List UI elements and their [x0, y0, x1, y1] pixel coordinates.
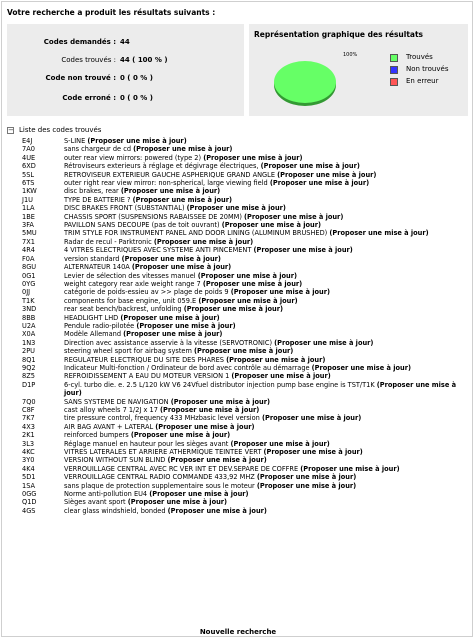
- option-code: 1BE: [22, 212, 35, 221]
- code-row: [22, 414, 468, 422]
- propose-update-link[interactable]: (Proposer une mise à jour): [132, 195, 232, 204]
- option-description: components for base engine, unit 059.E: [64, 296, 197, 305]
- code-row: [22, 221, 468, 229]
- option-description: version standard: [64, 254, 120, 263]
- code-row: [22, 330, 468, 338]
- option-description-block: [64, 238, 468, 246]
- code-row: [22, 347, 468, 355]
- propose-update-link[interactable]: (Proposer une mise à jour): [123, 330, 223, 339]
- propose-update-link[interactable]: (Proposer une mise à jour): [198, 296, 298, 305]
- propose-update-link[interactable]: (Proposer une mise à jour): [149, 490, 249, 499]
- option-code: 8BB: [22, 313, 36, 322]
- propose-update-link[interactable]: (Proposer une mise à jour): [231, 372, 331, 381]
- propose-update-link[interactable]: (Proposer une mise à jour): [244, 212, 344, 221]
- graph-title: Représentation graphique des résultats: [254, 30, 424, 39]
- option-code: 1SA: [22, 481, 36, 490]
- option-description: ALTERNATEUR 140A: [64, 263, 130, 272]
- option-code: 1LA: [22, 204, 35, 213]
- summary-box: [7, 24, 244, 116]
- propose-update-link[interactable]: (Proposer une mise à jour): [170, 397, 271, 406]
- option-description-block: [64, 456, 468, 464]
- propose-update-link[interactable]: (Proposer une mise à jour): [311, 363, 411, 372]
- option-description-block: [64, 272, 468, 280]
- propose-update-link[interactable]: (Proposer une mise à jour): [155, 422, 255, 431]
- code-row: [22, 456, 468, 464]
- option-code: 4X3: [22, 422, 35, 431]
- option-code: 0GG: [22, 490, 37, 499]
- legend-label-found: Trouvés: [406, 53, 433, 61]
- option-code: 5MU: [22, 229, 37, 238]
- option-code: 4GS: [22, 506, 36, 515]
- code-list: [22, 137, 468, 515]
- new-search-link[interactable]: Nouvelle recherche: [199, 628, 277, 636]
- option-code: 3ND: [22, 305, 37, 314]
- legend-item-error: [390, 77, 470, 89]
- propose-update-link[interactable]: (Proposer une mise à jour): [260, 162, 360, 171]
- option-description: weight category rear axle weight range 7: [64, 279, 201, 288]
- code-row: [22, 406, 468, 414]
- option-description: clear glass windshield, bonded: [64, 506, 166, 515]
- option-code: 0JJ: [22, 288, 31, 297]
- stat-error-value: 0 ( 0 % ): [120, 94, 153, 102]
- propose-update-link[interactable]: (Proposer une mise à jour): [202, 279, 303, 288]
- propose-update-link[interactable]: (Proposer une mise à jour): [263, 448, 363, 457]
- option-code: 1KW: [22, 187, 37, 196]
- code-row: [22, 280, 468, 288]
- option-description: catégorie de poids-essieu av >> plage de poids 9: [64, 288, 229, 297]
- option-code: 4R4: [22, 246, 35, 255]
- option-code: 1N3: [22, 338, 36, 347]
- option-description: SANS SYSTEME DE NAVIGATION: [64, 397, 169, 406]
- option-description-block: [64, 406, 468, 414]
- code-row: [22, 482, 468, 490]
- option-code: F0A: [22, 254, 35, 263]
- code-row: [22, 187, 468, 195]
- code-row: [22, 465, 468, 473]
- propose-update-link[interactable]: (Proposer une mise à jour): [226, 355, 326, 364]
- propose-update-link[interactable]: (Proposer une mise à jour): [256, 473, 357, 482]
- pie-percentage-label: 100%: [343, 52, 358, 58]
- option-code: 4UE: [22, 153, 36, 162]
- code-row: [22, 305, 468, 313]
- option-code: C8F: [22, 406, 35, 414]
- option-description: Pendule radio-pilotée: [64, 321, 135, 330]
- option-code: 2PU: [22, 347, 35, 356]
- option-description: PAVILLON SANS DECOUPE (pas de toit ouvrant): [64, 221, 220, 230]
- option-description: disc brakes, rear: [64, 187, 119, 196]
- propose-update-link[interactable]: (Proposer une mise à jour): [130, 431, 231, 440]
- propose-update-link[interactable]: (Proposer une mise à jour): [183, 305, 283, 314]
- option-description: REGULATEUR ELECTRIQUE DU SITE DES PHARES: [64, 355, 224, 364]
- propose-update-link[interactable]: (Proposer une mise à jour): [329, 229, 429, 238]
- option-description-block: [64, 381, 468, 398]
- option-description-block: [64, 490, 468, 498]
- propose-update-link[interactable]: (Proposer une mise à jour): [186, 204, 286, 213]
- results-heading: Votre recherche a produit les résultats suivants :: [7, 8, 216, 17]
- option-description: Levier de sélection des vitesses manuel: [64, 271, 196, 280]
- legend-swatch-error: [390, 78, 398, 86]
- option-description: reinforced bumpers: [64, 431, 129, 440]
- option-description: tire pressure control, frequency 433 MHzbasic level version: [64, 414, 260, 423]
- code-row: [22, 339, 468, 347]
- stat-requested-label: Codes demandés :: [43, 38, 116, 46]
- propose-update-link[interactable]: (Proposer une mise à jour): [120, 187, 221, 196]
- pie-chart: [267, 60, 367, 120]
- option-code: 9Q2: [22, 363, 36, 372]
- option-code: 5SL: [22, 170, 35, 179]
- option-description-block: [64, 297, 468, 305]
- code-row: [22, 364, 468, 372]
- option-description-block: [64, 372, 468, 380]
- code-row: [22, 229, 468, 237]
- option-code: 3L3: [22, 439, 35, 448]
- option-description: S-LINE: [64, 137, 86, 145]
- option-description-block: [64, 330, 468, 338]
- option-description-block: [64, 221, 468, 229]
- option-code: 7Q0: [22, 397, 36, 406]
- code-row: [22, 263, 468, 271]
- option-description: Indicateur Multi-fonction / Ordinateur de bord avec contrôle au démarrage: [64, 363, 310, 372]
- propose-update-link[interactable]: (Proposer une mise à jour): [120, 313, 220, 322]
- option-description-block: [64, 498, 468, 506]
- option-code: 7X1: [22, 237, 35, 246]
- option-description: DISC BRAKES FRONT (SUBSTANTIAL): [64, 204, 185, 213]
- code-row: [22, 448, 468, 456]
- propose-update-link[interactable]: (Proposer une mise à jour): [277, 170, 377, 179]
- option-description: RETROVISEUR EXTERIEUR GAUCHE ASPHERIQUE GRAND ANGLE: [64, 170, 276, 179]
- stat-not-found-value: 0 ( 0 % ): [120, 74, 153, 82]
- propose-update-link[interactable]: (Proposer une mise à jour): [230, 288, 330, 297]
- code-row: [22, 507, 468, 515]
- option-description-block: [64, 322, 468, 330]
- propose-update-link[interactable]: (Proposer une mise à jour): [261, 414, 362, 423]
- collapse-toggle-icon[interactable]: −: [8, 126, 14, 134]
- code-row: [22, 498, 468, 506]
- option-code: 8Z5: [22, 372, 35, 381]
- code-row: [22, 322, 468, 330]
- propose-update-link[interactable]: (Proposer une mise à jour): [127, 498, 228, 507]
- legend-item-not-found: [390, 65, 470, 77]
- propose-update-link[interactable]: (Proposer une mise à jour): [230, 439, 330, 448]
- option-description-block: [64, 356, 468, 364]
- option-description-block: [64, 347, 468, 355]
- option-code: 5D1: [22, 473, 36, 482]
- option-description-block: [64, 305, 468, 313]
- legend-swatch-not-found: [390, 66, 398, 74]
- option-description-block: [64, 229, 468, 237]
- code-row: [22, 381, 468, 398]
- propose-update-link[interactable]: (Proposer une mise à jour): [221, 221, 321, 230]
- option-code: U2A: [22, 321, 36, 330]
- option-description-block: [64, 255, 468, 263]
- option-code: 6TS: [22, 179, 35, 188]
- option-description: sans chargeur de cd: [64, 145, 132, 154]
- stat-error-label: Code erroné :: [62, 94, 116, 102]
- legend-label-not-found: Non trouvés: [406, 65, 449, 73]
- option-code: 0G1: [22, 271, 36, 280]
- option-description-block: [64, 171, 468, 179]
- option-description-block: [64, 137, 468, 145]
- option-description: Direction avec assistance asservie à la vitesse (SERVOTRONIC): [64, 338, 273, 347]
- code-row: [22, 246, 468, 254]
- code-row: [22, 255, 468, 263]
- code-row: [22, 162, 468, 170]
- option-description: cast alloy wheels 7 1/2J x 17: [64, 406, 158, 414]
- option-description: VITRES LATERALES ET ARRIERE ATHERMIQUE TEINTEE VERT: [64, 448, 262, 457]
- option-code: 2K1: [22, 431, 35, 440]
- propose-update-link[interactable]: (Proposer une mise à jour): [121, 254, 221, 263]
- option-code: 8Q1: [22, 355, 36, 364]
- propose-update-link[interactable]: (Proposer une mise à jour): [64, 380, 457, 398]
- option-code: J1U: [22, 195, 33, 204]
- propose-update-link[interactable]: (Proposer une mise à jour): [136, 321, 236, 330]
- option-description: VERROUILLAGE CENTRAL RADIO COMMANDE 433,92 MHZ: [64, 473, 255, 482]
- option-description: Réglage manuel en hauteur pour les sièges avant: [64, 439, 229, 448]
- option-description: Rétroviseurs exterieurs à réglage et dégivrage électriques,: [64, 162, 259, 171]
- option-description: steering wheel sport for airbag system: [64, 347, 192, 356]
- propose-update-link[interactable]: (Proposer une mise à jour): [197, 271, 298, 280]
- option-description-block: [64, 364, 468, 372]
- option-description-block: [64, 179, 468, 187]
- propose-update-link[interactable]: (Proposer une mise à jour): [300, 464, 400, 473]
- option-code: Q1D: [22, 498, 37, 507]
- option-description: TYPE DE BATTERIE ?: [64, 195, 131, 204]
- option-description: TRIM STYLE FOR INSTRUMENT PANEL AND DOOR LINING (ALUMINUM BRUSHED): [64, 229, 328, 238]
- code-row: [22, 204, 468, 212]
- list-title: Liste des codes trouvés: [19, 126, 102, 134]
- option-description-block: [64, 154, 468, 162]
- option-description: HEADLIGHT LHD: [64, 313, 119, 322]
- legend-item-found: [390, 53, 470, 65]
- option-description-block: [64, 465, 468, 473]
- code-row: [22, 171, 468, 179]
- option-description: rear seat bench/backrest, unfolding: [64, 305, 182, 314]
- option-description-block: [64, 246, 468, 254]
- stat-found-label: Codes trouvés :: [61, 56, 116, 64]
- option-description-block: [64, 507, 468, 515]
- code-row: [22, 145, 468, 153]
- propose-update-link[interactable]: (Proposer une mise à jour): [153, 237, 254, 246]
- graph-box: [249, 24, 468, 116]
- propose-update-link[interactable]: (Proposer une mise à jour): [253, 246, 353, 255]
- option-code: 4KC: [22, 448, 35, 457]
- option-description-block: [64, 431, 468, 439]
- stat-found-value: 44 ( 100 % ): [120, 56, 168, 64]
- code-row: [22, 272, 468, 280]
- option-description: 4 VITRES ELECTRIQUES AVEC SYSTEME ANTI PINCEMENT: [64, 246, 252, 255]
- code-row: [22, 372, 468, 380]
- option-description: VERROUILLAGE CENTRAL AVEC RC VER INT ET DEV.SEPARE DE COFFRE: [64, 464, 299, 473]
- option-description: outer right rear view mirror: non-spherical, large viewing field: [64, 179, 268, 188]
- propose-update-link[interactable]: (Proposer une mise à jour): [203, 153, 303, 162]
- code-row: [22, 179, 468, 187]
- option-description-block: [64, 204, 468, 212]
- code-row: [22, 196, 468, 204]
- option-code: 7K7: [22, 414, 35, 423]
- option-code: E4J: [22, 137, 33, 145]
- option-code: T1K: [22, 296, 35, 305]
- option-description: AIR BAG AVANT + LATERAL: [64, 422, 154, 431]
- option-description-block: [64, 448, 468, 456]
- propose-update-link[interactable]: (Proposer une mise à jour): [131, 263, 232, 272]
- propose-update-link[interactable]: (Proposer une mise à jour): [167, 456, 267, 465]
- code-row: [22, 356, 468, 364]
- code-row: [22, 137, 468, 145]
- option-description: Norme anti-pollution EU4: [64, 490, 148, 499]
- code-row: [22, 473, 468, 481]
- code-row: [22, 154, 468, 162]
- option-code: 3FA: [22, 221, 34, 230]
- code-row: [22, 238, 468, 246]
- option-description: VERSION WITHOUT SUN BLIND: [64, 456, 166, 465]
- option-description-block: [64, 288, 468, 296]
- option-description-block: [64, 440, 468, 448]
- option-description-block: [64, 414, 468, 422]
- code-row: [22, 314, 468, 322]
- code-row: [22, 398, 468, 406]
- option-description: 6-cyl. turbo die. e. 2.5 L/120 kW V6 24Vfuel distributor injection pump base engine is TST/T1K: [64, 380, 375, 389]
- option-description-block: [64, 423, 468, 431]
- option-code: 6XD: [22, 162, 36, 171]
- propose-update-link[interactable]: (Proposer une mise à jour): [133, 145, 233, 154]
- code-row: [22, 423, 468, 431]
- option-description: outer rear view mirrors: powered (type 2): [64, 153, 202, 162]
- option-description: Radar de recul - Parktronic: [64, 237, 152, 246]
- option-code: X0A: [22, 330, 36, 339]
- option-description: Sièges avant sport: [64, 498, 126, 507]
- propose-update-link[interactable]: (Proposer une mise à jour): [194, 347, 294, 356]
- option-description: sans plaque de protection supplementaire sous le moteur: [64, 481, 255, 490]
- option-description-block: [64, 398, 468, 406]
- option-description-block: [64, 187, 468, 195]
- option-description: CHASSIS SPORT (SUSPENSIONS RABAISSEE DE 20MM): [64, 212, 242, 221]
- option-code: 8GU: [22, 263, 37, 272]
- option-description-block: [64, 213, 468, 221]
- propose-update-link[interactable]: (Proposer une mise à jour): [160, 406, 260, 414]
- code-row: [22, 288, 468, 296]
- propose-update-link[interactable]: (Proposer une mise à jour): [274, 338, 374, 347]
- legend: [390, 53, 470, 89]
- propose-update-link[interactable]: (Proposer une mise à jour): [87, 137, 187, 145]
- propose-update-link[interactable]: (Proposer une mise à jour): [167, 506, 267, 515]
- code-row: [22, 297, 468, 305]
- option-description-block: [64, 339, 468, 347]
- legend-label-error: En erreur: [406, 77, 439, 85]
- option-description-block: [64, 145, 468, 153]
- option-description-block: [64, 162, 468, 170]
- option-description-block: [64, 473, 468, 481]
- option-description: Modèle Allemand: [64, 330, 122, 339]
- option-code: 7A0: [22, 145, 35, 154]
- code-row: [22, 440, 468, 448]
- legend-swatch-found: [390, 54, 398, 62]
- option-code: D1P: [22, 380, 36, 389]
- code-row: [22, 490, 468, 498]
- propose-update-link[interactable]: (Proposer une mise à jour): [256, 481, 357, 490]
- option-code: 3Y0: [22, 456, 35, 465]
- option-description-block: [64, 263, 468, 271]
- option-description-block: [64, 482, 468, 490]
- option-description-block: [64, 196, 468, 204]
- option-code: 0YG: [22, 279, 36, 288]
- code-row: [22, 431, 468, 439]
- pie-slice-found: [274, 61, 336, 103]
- code-row: [22, 213, 468, 221]
- option-description: REFROIDISSEMENT A EAU DU MOTEUR VERSION 1: [64, 372, 230, 381]
- option-description-block: [64, 314, 468, 322]
- option-description-block: [64, 280, 468, 288]
- option-code: 4K4: [22, 464, 35, 473]
- stat-requested-value: 44: [120, 38, 130, 46]
- propose-update-link[interactable]: (Proposer une mise à jour): [269, 179, 370, 188]
- stat-not-found-label: Code non trouvé :: [45, 74, 116, 82]
